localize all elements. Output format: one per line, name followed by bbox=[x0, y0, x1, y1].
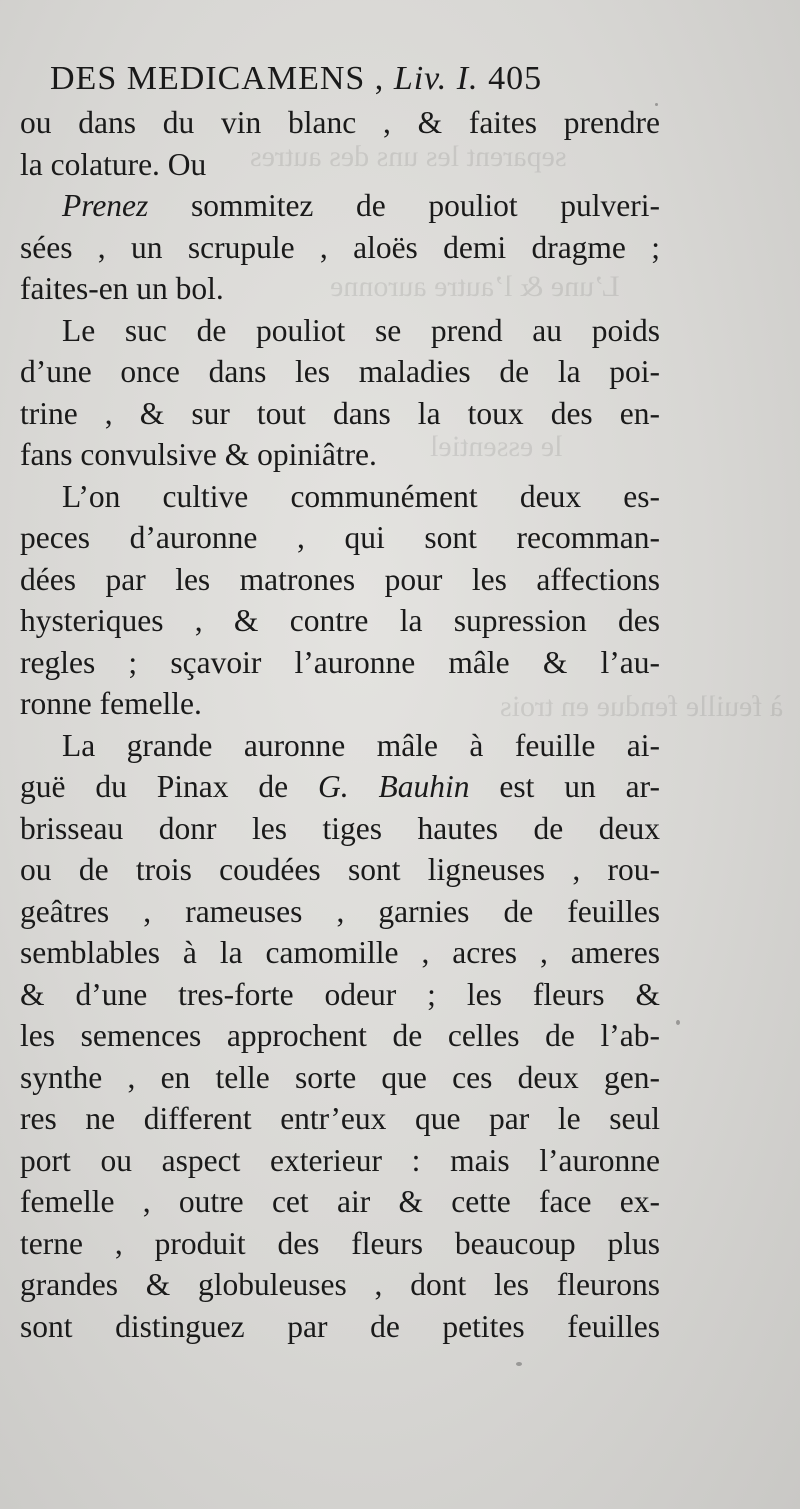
show-through-text: L’une & l’autre auronne bbox=[330, 270, 620, 303]
text-line: trine , & sur tout dans la toux des en- bbox=[20, 395, 660, 431]
text-line: la colature. Ou bbox=[20, 146, 207, 182]
text-line: peces d’auronne , qui sont recomman- bbox=[20, 520, 660, 555]
text-line: guë du Pinax de G. Bauhin est un ar- bbox=[20, 769, 661, 804]
text-line: ronne femelle. bbox=[20, 686, 202, 721]
show-through-text: le essentiel bbox=[430, 430, 563, 463]
paper-speck bbox=[676, 1020, 680, 1025]
text-line: regles ; sçavoir l’auronne mâle & l’au- bbox=[20, 644, 660, 680]
text-line: Prenez sommitez de pouliot pulveri- bbox=[62, 188, 660, 223]
text-line: faites-en un bol. bbox=[20, 271, 224, 306]
text-line: Le suc de pouliot se prend au poids bbox=[62, 312, 660, 348]
text-line: femelle , outre cet air & cette face ex- bbox=[20, 1184, 660, 1219]
body-text bbox=[20, 102, 660, 1347]
text-line: sont distinguez par de petites feuilles bbox=[20, 1308, 660, 1344]
text-line: semblables à la camomille , acres , ameres bbox=[20, 935, 660, 970]
page-number: 405 bbox=[488, 60, 543, 97]
text-line: sées , un scrupule , aloës demi dragme ; bbox=[20, 229, 660, 265]
text-line: La grande auronne mâle à feuille ai- bbox=[62, 727, 660, 763]
text-line: d’une once dans les maladies de la poi- bbox=[20, 354, 660, 389]
text-line: dées par les matrones pour les affections bbox=[20, 561, 660, 597]
paper-speck bbox=[655, 103, 658, 106]
text-line: ou de trois coudées sont ligneuses , rou- bbox=[20, 852, 660, 887]
text-line: terne , produit des fleurs beaucoup plus bbox=[20, 1225, 660, 1261]
text-line: hysteriques , & contre la supression des bbox=[20, 603, 660, 638]
text-line: fans convulsive & opiniâtre. bbox=[20, 437, 377, 472]
show-through-text: à feuille fendue en trois bbox=[500, 690, 784, 723]
text-line: geâtres , rameuses , garnies de feuilles bbox=[20, 893, 660, 929]
running-head bbox=[50, 60, 670, 98]
text-line: synthe , en telle sorte que ces deux gen- bbox=[20, 1059, 660, 1095]
text-line: L’on cultive communément deux es- bbox=[62, 478, 660, 514]
show-through-text: separent les uns des autres bbox=[250, 140, 567, 173]
text-line: & d’une tres-forte odeur ; les fleurs & bbox=[20, 976, 660, 1012]
paper-speck bbox=[516, 1362, 522, 1366]
running-head-title: DES MEDICAMENS , bbox=[50, 60, 385, 97]
text-line: res ne different entr’eux que par le seul bbox=[20, 1101, 660, 1136]
running-head-book: Liv. I. bbox=[393, 60, 479, 97]
text-line: grandes & globuleuses , dont les fleurons bbox=[20, 1267, 660, 1302]
text-line: brisseau donr les tiges hautes de deux bbox=[20, 810, 660, 846]
text-line: ou dans du vin blanc , & faites prendre bbox=[20, 105, 660, 140]
text-line: port ou aspect exterieur : mais l’auronne bbox=[20, 1142, 660, 1178]
text-line: les semences approchent de celles de l’ab- bbox=[20, 1018, 660, 1053]
